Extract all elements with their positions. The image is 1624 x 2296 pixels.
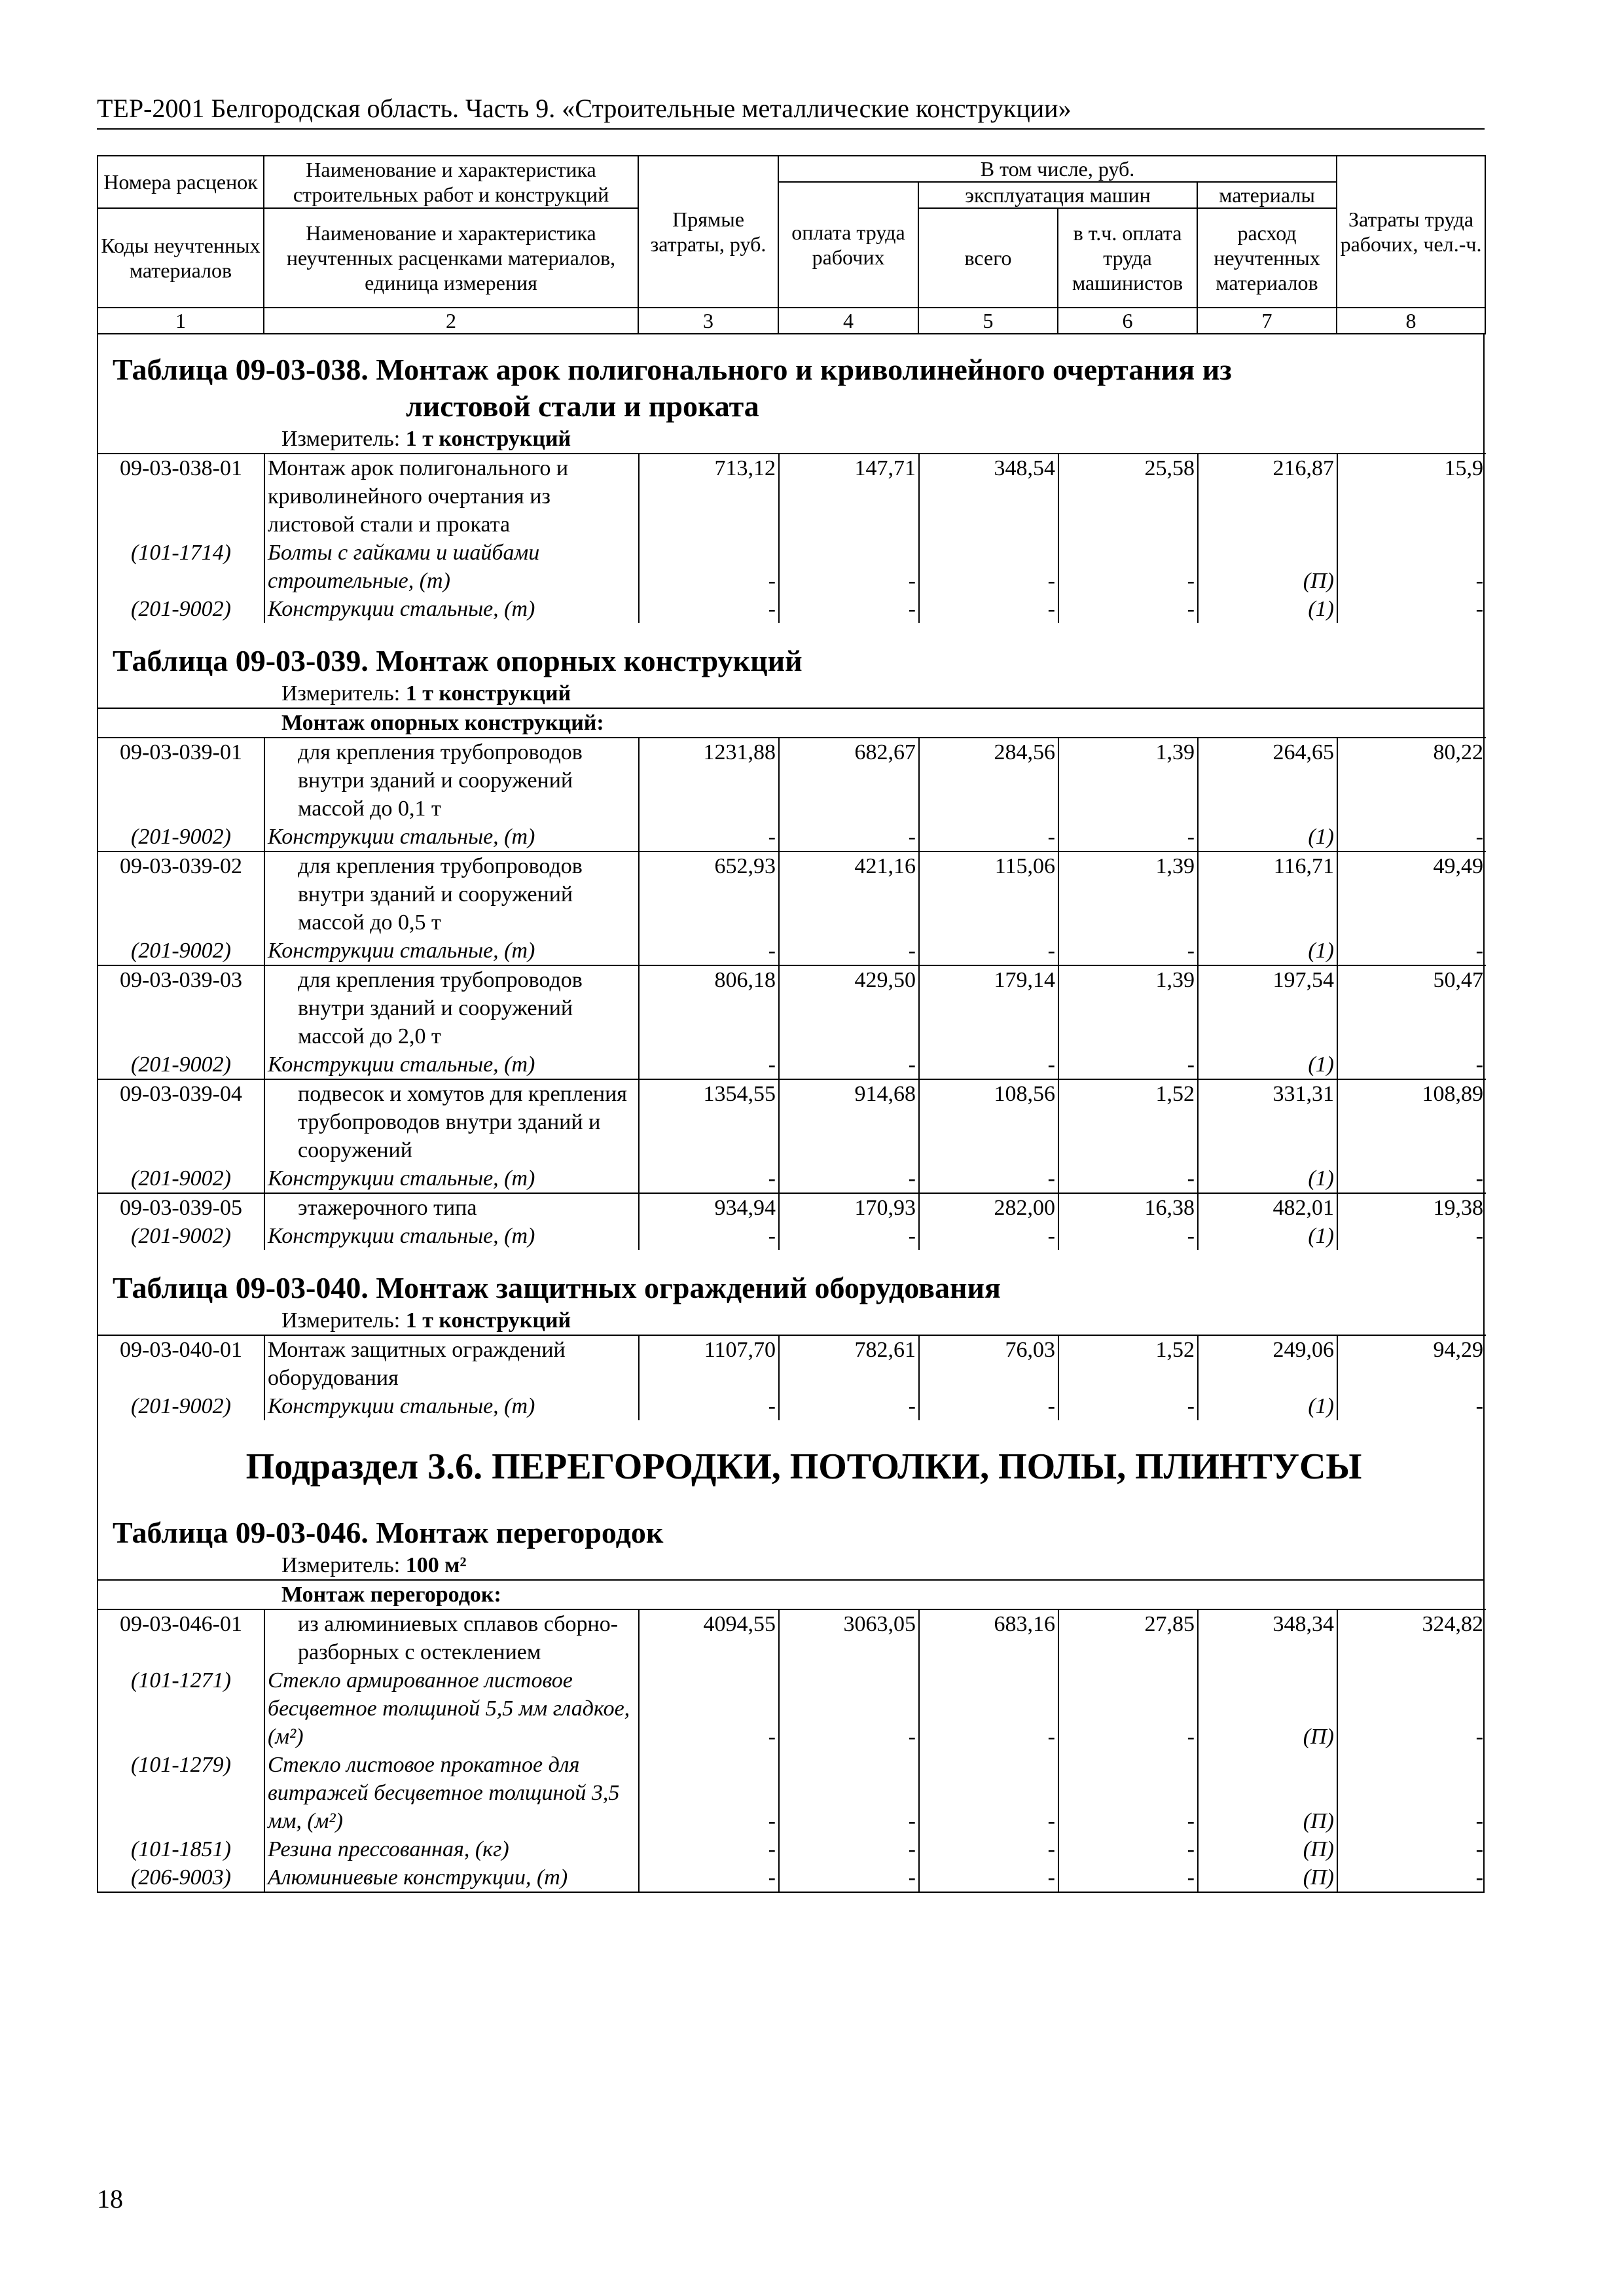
dash-cell: -	[779, 1863, 919, 1892]
machines-total: 115,06	[919, 852, 1058, 937]
material-code: (101-1851)	[131, 1837, 231, 1861]
material-usage: (1)	[1198, 1050, 1337, 1079]
rate-name: этажерочного типа	[264, 1193, 639, 1222]
material-row	[98, 1050, 1486, 1079]
material-row	[98, 1392, 1486, 1420]
dash-cell: -	[919, 1050, 1058, 1079]
material-row	[98, 1222, 1486, 1250]
meter-label: Измеритель:	[281, 1308, 401, 1333]
labor-pay: 429,50	[779, 965, 919, 1050]
material-name: Конструкции стальные, (т)	[264, 595, 639, 623]
col5-header: всего	[918, 208, 1058, 308]
machinists-pay: 1,52	[1058, 1079, 1198, 1164]
rate-row	[98, 738, 1486, 823]
rate-name: для крепления трубопроводов внутри зданий и сооружений массой до 0,5 т	[264, 852, 639, 937]
dash-cell: -	[779, 1164, 919, 1193]
dash-cell: -	[919, 595, 1058, 623]
rate-code: 09-03-039-04	[98, 1079, 264, 1164]
meter-value: 1 т конструкций	[405, 1308, 571, 1333]
col1-top-header: Номера расценок	[98, 156, 264, 208]
dash-cell: -	[1337, 937, 1486, 965]
materials-cost: 197,54	[1198, 965, 1337, 1050]
material-name: Алюминиевые конструкции, (т)	[264, 1863, 639, 1892]
dash-cell: -	[779, 1835, 919, 1863]
material-code: (206-9003)	[131, 1865, 231, 1890]
rate-code: 09-03-039-05	[98, 1193, 264, 1222]
price-table	[97, 155, 1485, 1893]
col-num: 8	[1337, 308, 1485, 334]
meter-line	[98, 1306, 1483, 1335]
dash-cell: -	[1337, 1050, 1486, 1079]
col-num: 6	[1058, 308, 1197, 334]
rate-name: для крепления трубопроводов внутри зданий и сооружений массой до 2,0 т	[264, 965, 639, 1050]
dash-cell: -	[779, 1392, 919, 1420]
material-usage: (П)	[1198, 1666, 1337, 1751]
rates-table	[98, 453, 1486, 623]
material-usage: (П)	[1198, 1751, 1337, 1835]
dash-cell: -	[779, 823, 919, 852]
dash-cell: -	[1058, 937, 1198, 965]
meter-label: Измеритель:	[281, 681, 401, 706]
dash-cell: -	[779, 1050, 919, 1079]
col6-header: в т.ч. оплата труда машинистов	[1058, 208, 1197, 308]
meter-value: 100 м²	[405, 1553, 467, 1577]
dash-cell: -	[919, 1863, 1058, 1892]
table-title-line2: листовой стали и проката	[406, 389, 759, 423]
material-name: Конструкции стальные, (т)	[264, 1050, 639, 1079]
table-title	[98, 623, 1483, 679]
rates-table	[98, 1335, 1486, 1420]
rate-row	[98, 454, 1486, 539]
rate-row	[98, 1609, 1486, 1666]
machines-total: 108,56	[919, 1079, 1058, 1164]
meter-label: Измеритель:	[281, 427, 401, 451]
col7-header: расход неучтенных материалов	[1197, 208, 1337, 308]
col-num: 1	[98, 308, 264, 334]
rate-name: из алюминиевых сплавов сборно-разборных с остеклением	[264, 1609, 639, 1666]
rate-code: 09-03-038-01	[98, 454, 264, 539]
table-title	[98, 1250, 1483, 1306]
dash-cell: -	[919, 1222, 1058, 1250]
material-code: (101-1279)	[131, 1753, 231, 1777]
meter-line	[98, 425, 1483, 453]
dash-cell: -	[1058, 1050, 1198, 1079]
dash-cell: -	[639, 595, 779, 623]
materials-cost: 348,34	[1198, 1609, 1337, 1666]
direct-cost: 934,94	[639, 1193, 779, 1222]
materials-cost: 482,01	[1198, 1193, 1337, 1222]
dash-cell: -	[919, 1392, 1058, 1420]
labor-hours: 324,82	[1337, 1609, 1486, 1666]
material-row	[98, 1164, 1486, 1193]
rate-code: 09-03-040-01	[98, 1335, 264, 1392]
rate-row	[98, 1335, 1486, 1392]
dash-cell: -	[1058, 1222, 1198, 1250]
machines-total: 179,14	[919, 965, 1058, 1050]
col-num: 2	[264, 308, 638, 334]
direct-cost: 652,93	[639, 852, 779, 937]
materials-cost: 264,65	[1198, 738, 1337, 823]
material-row	[98, 595, 1486, 623]
page-header: ТЕР-2001 Белгородская область. Часть 9. «Строительные металлические конструкции»	[97, 93, 1485, 130]
dash-cell: -	[919, 1164, 1058, 1193]
machines-total: 282,00	[919, 1193, 1058, 1222]
col2-bottom-header: Наименование и характеристика неучтенных расценками материалов, единица измерения	[264, 208, 638, 308]
dash-cell: -	[779, 1751, 919, 1835]
material-name: Болты с гайками и шайбами строительные, (т)	[264, 539, 639, 595]
labor-pay: 782,61	[779, 1335, 919, 1392]
dash-cell: -	[1337, 1392, 1486, 1420]
material-row	[98, 1751, 1486, 1835]
table-title	[98, 334, 1483, 425]
labor-hours: 19,38	[1337, 1193, 1486, 1222]
material-code: (201-9002)	[131, 1394, 231, 1418]
incl-header: В том числе, руб.	[778, 156, 1337, 182]
labor-hours: 94,29	[1337, 1335, 1486, 1392]
material-code: (201-9002)	[131, 825, 231, 849]
material-row	[98, 1666, 1486, 1751]
rate-code: 09-03-039-01	[98, 738, 264, 823]
dash-cell: -	[1058, 823, 1198, 852]
direct-cost: 1231,88	[639, 738, 779, 823]
dash-cell: -	[639, 1222, 779, 1250]
machinists-pay: 25,58	[1058, 454, 1198, 539]
col-num: 5	[918, 308, 1058, 334]
dash-cell: -	[639, 1050, 779, 1079]
machinists-pay: 1,39	[1058, 965, 1198, 1050]
dash-cell: -	[1058, 595, 1198, 623]
material-name: Конструкции стальные, (т)	[264, 1392, 639, 1420]
dash-cell: -	[779, 1222, 919, 1250]
dash-cell: -	[919, 823, 1058, 852]
table-body	[97, 334, 1485, 1893]
material-code: (101-1271)	[131, 1668, 231, 1693]
dash-cell: -	[1058, 1164, 1198, 1193]
dash-cell: -	[639, 1666, 779, 1751]
machinists-pay: 27,85	[1058, 1609, 1198, 1666]
material-row	[98, 1835, 1486, 1863]
dash-cell: -	[639, 823, 779, 852]
machines-total: 683,16	[919, 1609, 1058, 1666]
dash-cell: -	[1337, 595, 1486, 623]
meter-value: 1 т конструкций	[405, 427, 571, 451]
labor-pay: 682,67	[779, 738, 919, 823]
direct-cost: 1354,55	[639, 1079, 779, 1164]
rate-name: Монтаж защитных ограждений оборудования	[264, 1335, 639, 1392]
column-header	[97, 155, 1486, 334]
labor-hours: 108,89	[1337, 1079, 1486, 1164]
direct-cost: 4094,55	[639, 1609, 779, 1666]
subsection-title: Подраздел 3.6. ПЕРЕГОРОДКИ, ПОТОЛКИ, ПОЛЫ, ПЛИНТУСЫ	[245, 1446, 1362, 1487]
dash-cell: -	[779, 937, 919, 965]
material-usage: (1)	[1198, 1222, 1337, 1250]
machines-header: эксплуатация машин	[918, 182, 1197, 208]
dash-cell: -	[919, 937, 1058, 965]
dash-cell: -	[639, 1751, 779, 1835]
material-code: (201-9002)	[131, 939, 231, 963]
table-title-line1: Таблица 09-03-046. Монтаж перегородок	[113, 1516, 664, 1549]
dash-cell: -	[1337, 1835, 1486, 1863]
dash-cell: -	[1337, 1666, 1486, 1751]
material-name: Конструкции стальные, (т)	[264, 823, 639, 852]
labor-hours: 50,47	[1337, 965, 1486, 1050]
material-code: (201-9002)	[131, 1052, 231, 1077]
rates-table	[98, 737, 1486, 1250]
rate-code: 09-03-039-03	[98, 965, 264, 1050]
dash-cell: -	[1337, 539, 1486, 595]
material-usage: (1)	[1198, 937, 1337, 965]
dash-cell: -	[639, 1164, 779, 1193]
dash-cell: -	[1058, 1863, 1198, 1892]
dash-cell: -	[1337, 1863, 1486, 1892]
materials-cost: 249,06	[1198, 1335, 1337, 1392]
rate-name: для крепления трубопроводов внутри зданий и сооружений массой до 0,1 т	[264, 738, 639, 823]
meter-line	[98, 1551, 1483, 1579]
dash-cell: -	[1337, 1222, 1486, 1250]
rate-name: подвесок и хомутов для крепления трубопроводов внутри зданий и сооружений	[264, 1079, 639, 1164]
material-usage: (1)	[1198, 1392, 1337, 1420]
dash-cell: -	[779, 539, 919, 595]
rate-code: 09-03-046-01	[98, 1609, 264, 1666]
direct-cost: 806,18	[639, 965, 779, 1050]
materials-cost: 331,31	[1198, 1079, 1337, 1164]
material-usage: (1)	[1198, 595, 1337, 623]
col8-header: Затраты труда рабочих, чел.-ч.	[1337, 156, 1485, 308]
col-num: 3	[638, 308, 778, 334]
material-code: (201-9002)	[131, 597, 231, 621]
material-name: Стекло армированное листовое бесцветное толщиной 5,5 мм гладкое, (м²)	[264, 1666, 639, 1751]
labor-hours: 15,9	[1337, 454, 1486, 539]
material-code: (201-9002)	[131, 1224, 231, 1248]
direct-cost: 713,12	[639, 454, 779, 539]
group-subhead: Монтаж опорных конструкций:	[98, 708, 1483, 737]
table-title-line1: Таблица 09-03-039. Монтаж опорных конструкций	[113, 644, 803, 677]
dash-cell: -	[1058, 1835, 1198, 1863]
dash-cell: -	[779, 595, 919, 623]
material-usage: (1)	[1198, 1164, 1337, 1193]
machinists-pay: 1,39	[1058, 852, 1198, 937]
material-usage: (1)	[1198, 823, 1337, 852]
machines-total: 76,03	[919, 1335, 1058, 1392]
material-name: Стекло листовое прокатное для витражей бесцветное толщиной 3,5 мм, (м²)	[264, 1751, 639, 1835]
material-row	[98, 937, 1486, 965]
labor-hours: 80,22	[1337, 738, 1486, 823]
rate-code: 09-03-039-02	[98, 852, 264, 937]
dash-cell: -	[639, 937, 779, 965]
machines-total: 284,56	[919, 738, 1058, 823]
dash-cell: -	[779, 1666, 919, 1751]
labor-hours: 49,49	[1337, 852, 1486, 937]
material-usage: (П)	[1198, 1835, 1337, 1863]
meter-value: 1 т конструкций	[405, 681, 571, 706]
material-usage: (П)	[1198, 539, 1337, 595]
rate-row	[98, 852, 1486, 937]
dash-cell: -	[1058, 539, 1198, 595]
machinists-pay: 16,38	[1058, 1193, 1198, 1222]
material-name: Резина прессованная, (кг)	[264, 1835, 639, 1863]
dash-cell: -	[639, 1863, 779, 1892]
direct-cost: 1107,70	[639, 1335, 779, 1392]
material-row	[98, 823, 1486, 852]
dash-cell: -	[1337, 1164, 1486, 1193]
materials-header: материалы	[1197, 182, 1337, 208]
col3-header: Прямые затраты, руб.	[638, 156, 778, 308]
rates-table	[98, 1609, 1486, 1892]
col-num: 7	[1197, 308, 1337, 334]
material-name: Конструкции стальные, (т)	[264, 1222, 639, 1250]
labor-pay: 147,71	[779, 454, 919, 539]
rate-row	[98, 1193, 1486, 1222]
table-title-line1: Таблица 09-03-040. Монтаж защитных ограждений оборудования	[113, 1271, 1001, 1304]
material-name: Конструкции стальные, (т)	[264, 1164, 639, 1193]
dash-cell: -	[639, 1835, 779, 1863]
labor-pay: 3063,05	[779, 1609, 919, 1666]
rate-name: Монтаж арок полигонального и криволинейного очертания из листовой стали и проката	[264, 454, 639, 539]
dash-cell: -	[639, 539, 779, 595]
column-numbers	[98, 308, 1485, 334]
dash-cell: -	[1058, 1666, 1198, 1751]
materials-cost: 216,87	[1198, 454, 1337, 539]
dash-cell: -	[1058, 1751, 1198, 1835]
dash-cell: -	[919, 1751, 1058, 1835]
material-row	[98, 1863, 1486, 1892]
labor-pay: 914,68	[779, 1079, 919, 1164]
material-name: Конструкции стальные, (т)	[264, 937, 639, 965]
machinists-pay: 1,52	[1058, 1335, 1198, 1392]
labor-pay: 421,16	[779, 852, 919, 937]
meter-label: Измеритель:	[281, 1553, 401, 1577]
material-code: (201-9002)	[131, 1166, 231, 1191]
material-code: (101-1714)	[131, 541, 231, 565]
col1-bottom-header: Коды неучтенных материалов	[98, 208, 264, 308]
meter-line	[98, 679, 1483, 708]
table-title	[98, 1490, 1483, 1551]
dash-cell: -	[639, 1392, 779, 1420]
col4-header: оплата труда рабочих	[778, 182, 918, 308]
table-title-line1: Таблица 09-03-038. Монтаж арок полигонального и криволинейного очертания из	[113, 353, 1232, 386]
material-row	[98, 539, 1486, 595]
materials-cost: 116,71	[1198, 852, 1337, 937]
group-subhead: Монтаж перегородок:	[98, 1579, 1483, 1609]
col-num: 4	[778, 308, 918, 334]
dash-cell: -	[1337, 1751, 1486, 1835]
rate-row	[98, 965, 1486, 1050]
machines-total: 348,54	[919, 454, 1058, 539]
dash-cell: -	[1337, 823, 1486, 852]
col2-top-header: Наименование и характеристика строительных работ и конструкций	[264, 156, 638, 208]
machinists-pay: 1,39	[1058, 738, 1198, 823]
material-usage: (П)	[1198, 1863, 1337, 1892]
rate-row	[98, 1079, 1486, 1164]
labor-pay: 170,93	[779, 1193, 919, 1222]
page-number: 18	[97, 2184, 123, 2214]
dash-cell: -	[919, 539, 1058, 595]
dash-cell: -	[919, 1666, 1058, 1751]
dash-cell: -	[1058, 1392, 1198, 1420]
dash-cell: -	[919, 1835, 1058, 1863]
